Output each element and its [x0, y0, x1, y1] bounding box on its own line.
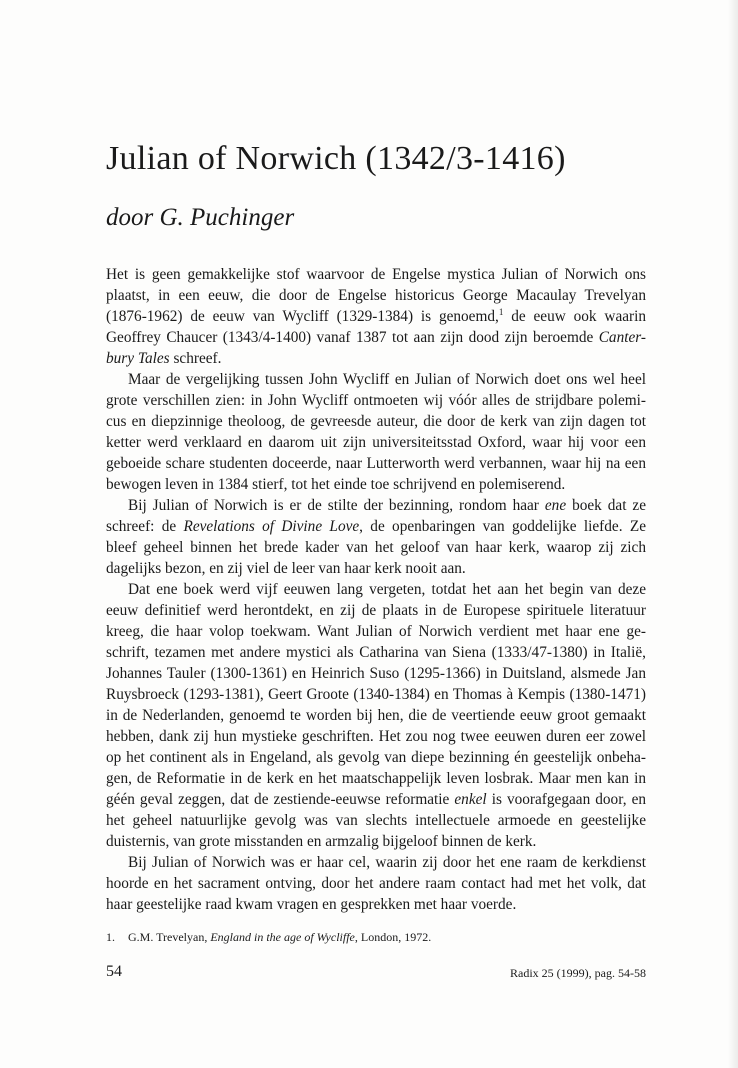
page-number: 54 — [106, 963, 122, 980]
article-body — [106, 264, 646, 915]
text-line: Dat ene boek werd vijf eeuwen lang vergeten, totdat het aan het begin van deze — [128, 581, 646, 598]
article-author: door G. Puchinger — [106, 204, 295, 231]
page-edge-shadow — [728, 0, 738, 1068]
paragraph-1 — [106, 264, 646, 369]
article-title: Julian of Norwich (1342/3-1416) — [106, 140, 566, 177]
book-title-revelations: Revelations of Divine Love — [183, 518, 360, 535]
text-line — [106, 306, 646, 327]
text-line: gen, de Reformatie in de kerk en het maatschappelijk leven losbrak. Maar men kan in — [106, 770, 646, 787]
footnote-1: 1. G.M. Trevelyan, England in the age of Wycliffe, London, 1972. — [106, 930, 432, 944]
emphasis-ene: ene — [544, 497, 567, 514]
book-title-canterbury: Canter- — [598, 329, 646, 346]
text-line: kreeg, die haar volop toekwam. Want Julian of Norwich verdient met haar ene ge- — [106, 623, 646, 640]
paragraph-5 — [106, 852, 646, 915]
text-line: grote verschillen zien: in John Wycliff ontmoeten wij vóór alles de strijdbare polemi- — [106, 392, 646, 409]
text-line: Het is geen gemakkelijke stof waarvoor de Engelse mystica Julian of Norwich ons — [106, 266, 646, 283]
text-line: geboeide schare studenten doceerde, naar Lutterworth werd verbannen, waar hij na een — [106, 455, 646, 472]
text-line: cus en diepzinnige theoloog, de gevreesde auteur, die door de kerk van zijn dagen tot — [106, 413, 646, 430]
text-line: in de Nederlanden, genoemd te worden bij hen, die de veertiende eeuw groot gemaakt — [106, 707, 646, 724]
paragraph-3 — [106, 495, 646, 579]
journal-reference: Radix 25 (1999), pag. 54-58 — [510, 966, 646, 980]
text-line: Ruysbroeck (1293-1381), Geert Groote (1340-1384) en Thomas à Kempis (1380-1471) — [106, 686, 646, 703]
text-line: dagelijks bezon, en zij viel de leer van haar kerk nooit aan. — [106, 560, 466, 577]
text-line: Maar de vergelijking tussen John Wycliff en Julian of Norwich doet ons wel heel — [128, 371, 646, 388]
text-line: het geheel natuurlijke gevolg was van slechts intellectuele armoede en geestelijke — [106, 812, 646, 829]
text-line: ketter werd verklaard en daarom uit zijn universiteitsstad Oxford, waar hij voor een — [106, 434, 646, 451]
footnote-book-title: England in the age of Wycliffe — [210, 930, 355, 944]
text-line: géén geval zeggen, dat de zestiende-eeuwse reformatie enkel is voorafgegaan door, en — [106, 791, 647, 808]
text-line — [106, 327, 646, 348]
text-line: plaatst, in een eeuw, die door de Engelse historicus George Macaulay Trevelyan — [106, 287, 646, 304]
emphasis-enkel: enkel — [454, 791, 487, 808]
text-line: bewogen leven in 1384 stierf, tot het einde toe schrijvend en polemiserend. — [106, 476, 566, 493]
text-line: Bij Julian of Norwich is er de stilte der bezinning, rondom haar ene boek dat ze — [128, 497, 646, 514]
text-line — [106, 348, 646, 369]
text-line: schreef: de Revelations of Divine Love, de openbaringen van goddelijke liefde. Ze — [106, 518, 646, 535]
text-segment: (1876-1962) de eeuw van Wycliff (1329-1384) is genoemd, — [106, 308, 499, 325]
text-segment: Geoffrey Chaucer (1343/4-1400) vanaf 1387 tot aan zijn dood zijn beroemde — [106, 329, 594, 346]
text-line: hoorde en het sacrament ontving, door het andere raam contact had met het volk, dat — [106, 875, 646, 892]
text-line: Bij Julian of Norwich was er haar cel, waarin zij door het ene raam de kerkdienst — [128, 854, 646, 871]
text-line: bleef geheel binnen het brede kader van het geloof van haar kerk, waarop zij zich — [106, 539, 646, 556]
footnote-ref-1[interactable]: 1 — [498, 306, 504, 317]
footnote-number: 1. — [106, 930, 115, 944]
paragraph-4 — [106, 579, 646, 852]
text-line: duisternis, van grote misstanden en armzalig bijgeloof binnen de kerk. — [106, 833, 537, 850]
text-line: op het continent als in Engeland, als gevolg van diepe bezinning én geestelijk onbeha- — [106, 749, 646, 766]
text-line: eeuw definitief werd herontdekt, en zij de plaats in de Europese spirituele literatuur — [106, 602, 646, 619]
text-line: haar geestelijke raad kwam vragen en gesprekken met haar voerde. — [106, 896, 517, 913]
text-segment: de eeuw ook waarin — [511, 308, 647, 325]
paragraph-2 — [106, 369, 646, 495]
text-line: hebben, dank zij hun mystieke geschriften. Het zou nog twee eeuwen duren eer zowel — [106, 728, 646, 745]
text-line: schrift, tezamen met andere mystici als Catharina van Siena (1333/47-1380) in Italië, — [106, 644, 646, 661]
text-line: Johannes Tauler (1300-1361) en Heinrich Suso (1295-1366) in Duitsland, alsmede Jan — [106, 665, 646, 682]
text-segment: schreef. — [173, 350, 222, 367]
book-title-canterbury-cont: bury Tales — [106, 350, 170, 367]
